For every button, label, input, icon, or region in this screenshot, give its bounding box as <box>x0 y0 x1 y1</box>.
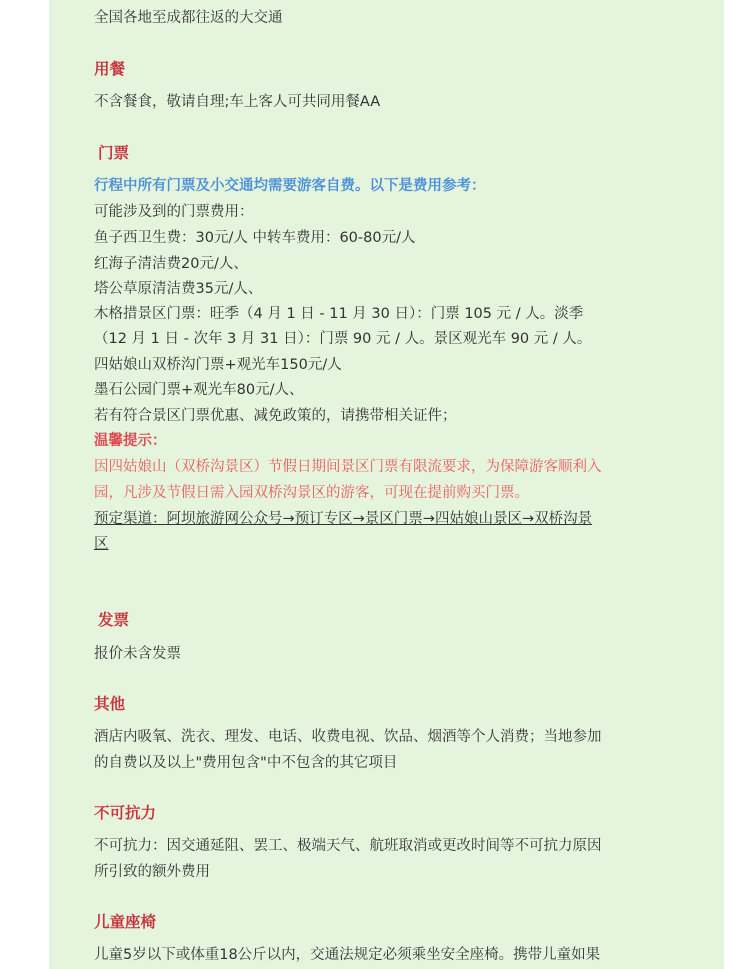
other-line: 酒店内吸氧、洗衣、理发、电话、收费电视、饮品、烟酒等个人消费；当地参加 <box>94 729 602 745</box>
ticket-fee-line: （12 月 1 日 - 次年 3 月 31 日）：门票 90 元 / 人。景区观光车 90 元 / 人。 <box>94 331 592 347</box>
tip-line: 园，凡涉及节假日需入园双桥沟景区的游客，可现在提前购买门票。 <box>94 485 529 501</box>
ticket-fee-line: 红海子清洁费20元/人、 <box>94 256 248 272</box>
force-majeure-heading: 不可抗力 <box>94 804 157 822</box>
other-line: 的自费以及以上"费用包含"中不包含的其它项目 <box>94 755 398 771</box>
booking-channel-link[interactable]: 预定渠道：阿坝旅游网公众号→预订专区→景区门票→四姑娘山景区→双桥沟景 <box>94 511 593 527</box>
tickets-intro: 行程中所有门票及小交通均需要游客自费。以下是费用参考： <box>94 178 486 194</box>
child-seat-heading: 儿童座椅 <box>94 913 157 931</box>
ticket-fee-line: 墨石公园门票+观光车80元/人、 <box>94 382 304 398</box>
transport-text: 全国各地至成都往返的大交通 <box>94 10 283 26</box>
tip-heading: 温馨提示： <box>94 433 167 449</box>
invoice-heading: 发票 <box>98 611 130 629</box>
ticket-fee-line: 可能涉及到的门票费用： <box>94 204 254 220</box>
ticket-fee-line: 塔公草原清洁费35元/人、 <box>94 281 263 297</box>
invoice-text: 报价未含发票 <box>94 646 181 662</box>
other-heading: 其他 <box>94 695 126 713</box>
ticket-fee-line: 木格措景区门票：旺季（4 月 1 日 - 11 月 30 日）：门票 105 元 / 人。淡季 <box>94 306 584 322</box>
tip-line: 因四姑娘山（双桥沟景区）节假日期间景区门票有限流要求，为保障游客顺利入 <box>94 459 602 475</box>
force-majeure-line: 所引致的额外费用 <box>94 864 210 880</box>
ticket-fee-line: 若有符合景区门票优惠、减免政策的，请携带相关证件； <box>94 408 457 424</box>
child-seat-text: 儿童5岁以下或体重18公斤以内，交通法规定必须乘坐安全座椅。携带儿童如果 <box>94 947 601 963</box>
force-majeure-line: 不可抗力：因交通延阻、罢工、极端天气、航班取消或更改时间等不可抗力原因 <box>94 838 602 854</box>
ticket-fee-line: 四姑娘山双桥沟门票+观光车150元/人 <box>94 357 342 373</box>
meals-heading: 用餐 <box>94 60 126 78</box>
ticket-fee-line: 鱼子西卫生费：30元/人 中转车费用：60-80元/人 <box>94 230 416 246</box>
content-panel <box>49 0 724 969</box>
booking-channel-link[interactable]: 区 <box>94 536 109 552</box>
tickets-heading: 门票 <box>98 144 130 162</box>
meals-text: 不含餐食，敬请自理;车上客人可共同用餐AA <box>94 94 381 110</box>
